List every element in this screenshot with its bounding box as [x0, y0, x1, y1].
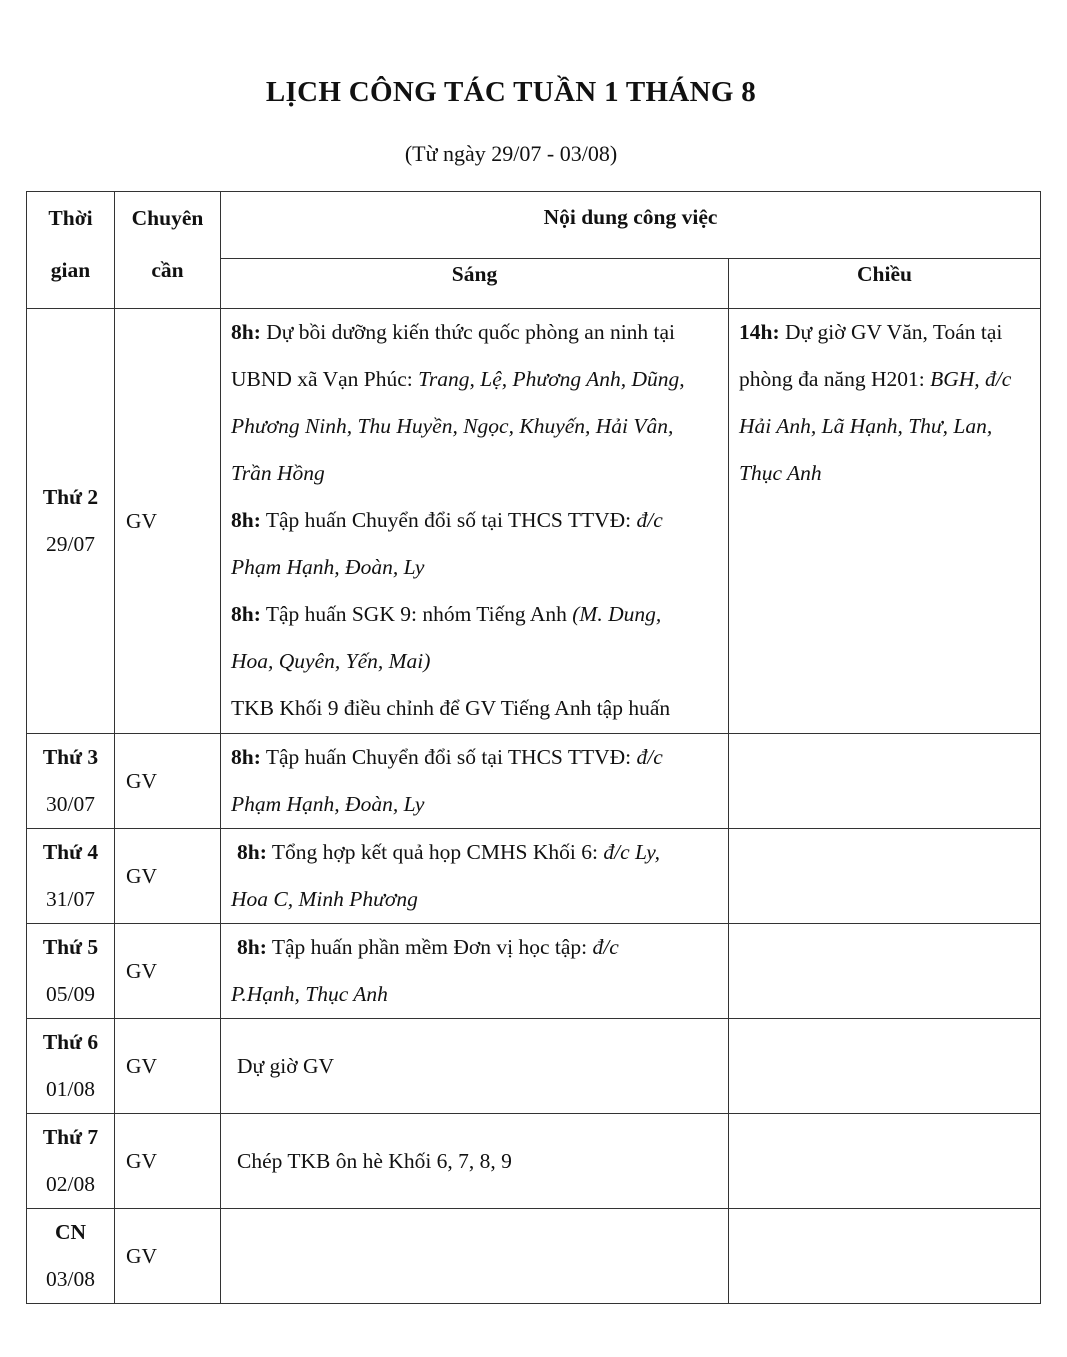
afternoon-cell — [729, 829, 1041, 924]
header-afternoon: Chiều — [729, 259, 1041, 309]
attendance-cell: GV — [115, 309, 221, 734]
table-row — [27, 829, 1041, 924]
afternoon-cell — [729, 924, 1041, 1019]
table-row — [27, 1019, 1041, 1114]
day-cell: Thứ 5 05/09 — [27, 924, 115, 1019]
header-morning: Sáng — [221, 259, 729, 309]
day-cell: Thứ 2 29/07 — [27, 309, 115, 734]
table-row — [27, 309, 1041, 734]
morning-cell — [221, 1209, 729, 1304]
day-cell: Thứ 7 02/08 — [27, 1114, 115, 1209]
header-content: Nội dung công việc — [221, 192, 1041, 259]
day-cell: Thứ 3 30/07 — [27, 734, 115, 829]
attendance-cell: GV — [115, 1019, 221, 1114]
morning-cell: Chép TKB ôn hè Khối 6, 7, 8, 9 — [221, 1114, 729, 1209]
morning-cell: 8h: Tổng hợp kết quả họp CMHS Khối 6: đ/c Ly, Hoa C, Minh Phương — [221, 829, 729, 924]
day-cell: Thứ 4 31/07 — [27, 829, 115, 924]
table-row — [27, 1114, 1041, 1209]
day-cell: CN 03/08 — [27, 1209, 115, 1304]
attendance-cell: GV — [115, 734, 221, 829]
afternoon-cell: 14h: Dự giờ GV Văn, Toán tại phòng đa năng H201: BGH, đ/c Hải Anh, Lã Hạnh, Thư, Lan, Thục Anh — [729, 309, 1041, 734]
page-title: LỊCH CÔNG TÁC TUẦN 1 THÁNG 8 — [265, 76, 757, 108]
morning-cell: Dự giờ GV — [221, 1019, 729, 1114]
schedule-table — [26, 191, 1041, 1304]
day-cell: Thứ 6 01/08 — [27, 1019, 115, 1114]
table-row — [27, 1209, 1041, 1304]
afternoon-cell — [729, 1209, 1041, 1304]
afternoon-cell — [729, 734, 1041, 829]
attendance-cell: GV — [115, 1209, 221, 1304]
morning-cell: 8h: Tập huấn phần mềm Đơn vị học tập: đ/c P.Hạnh, Thục Anh — [221, 924, 729, 1019]
morning-cell: 8h: Tập huấn Chuyển đổi số tại THCS TTVĐ: đ/c Phạm Hạnh, Đoàn, Ly — [221, 734, 729, 829]
table-row — [27, 734, 1041, 829]
morning-cell: 8h: Dự bồi dưỡng kiến thức quốc phòng an ninh tại UBND xã Vạn Phúc: Trang, Lệ, Phương Anh, Dũng, Phương Ninh, Thu Huyền, Ngọc, Khuyến, Hải Vân, Trần Hồng 8h: Tập huấn Chuyển đổi số tại THCS TTVĐ: đ/c Phạm Hạnh, Đoàn, Ly 8h: Tập huấn SGK 9: nhóm Tiếng Anh (M. Dung, Hoa, Quyên, Yến, Mai) TKB Khối 9 điều chỉnh để GV Tiếng Anh tập huấn — [221, 309, 729, 734]
table-row — [27, 924, 1041, 1019]
attendance-cell: GV — [115, 924, 221, 1019]
page-subtitle: (Từ ngày 29/07 - 03/08) — [404, 141, 618, 166]
afternoon-cell — [729, 1019, 1041, 1114]
attendance-cell: GV — [115, 1114, 221, 1209]
header-attendance: Chuyên cần — [115, 192, 221, 309]
afternoon-cell — [729, 1114, 1041, 1209]
attendance-cell: GV — [115, 829, 221, 924]
header-time: Thời gian — [27, 192, 115, 309]
